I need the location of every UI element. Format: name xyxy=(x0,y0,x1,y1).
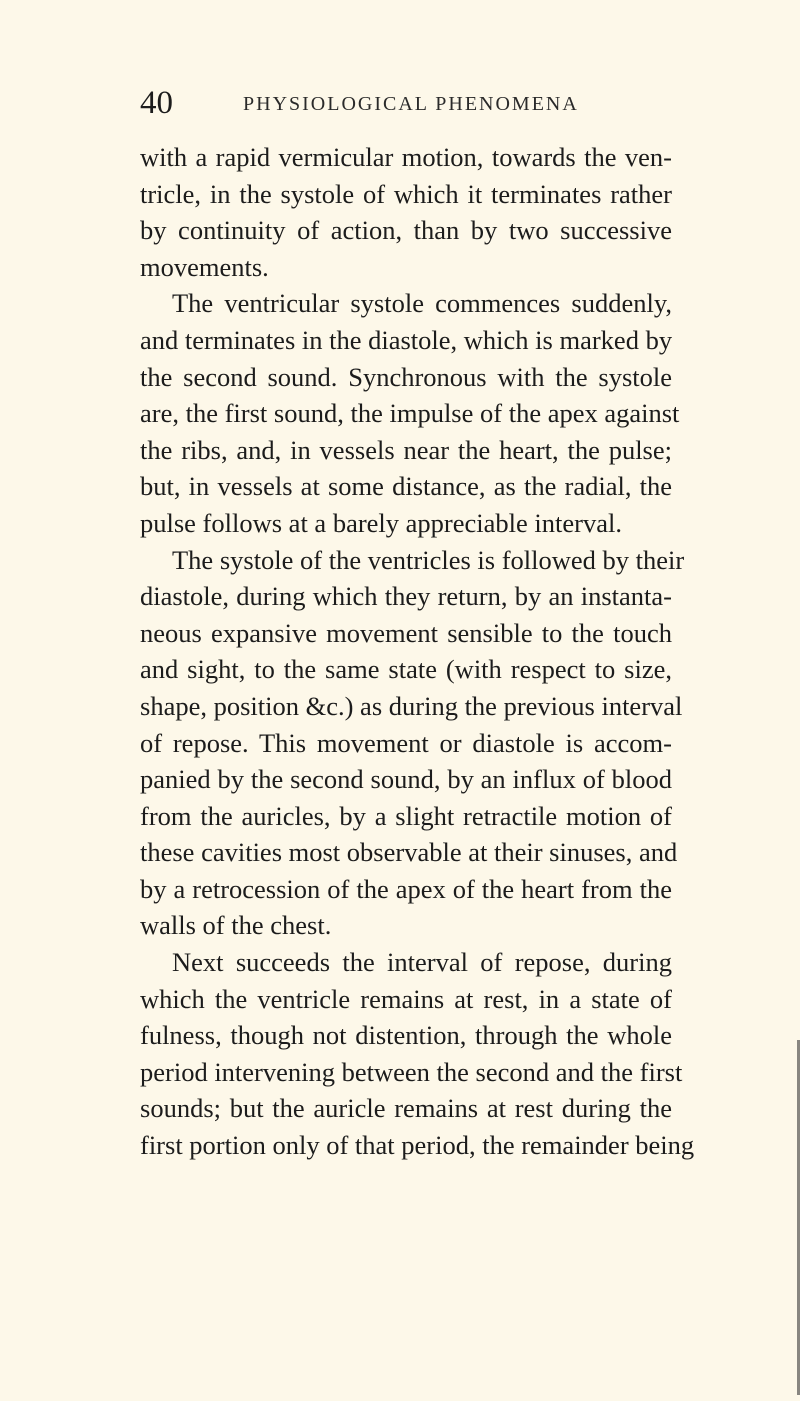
text-line: by a retrocession of the apex of the heart from the xyxy=(140,873,672,904)
text-line: and sight, to the same state (with respect to size, xyxy=(140,654,672,685)
text-line: tricle, in the systole of which it terminates rather xyxy=(140,178,672,209)
text-line: from the auricles, by a slight retractile motion of xyxy=(140,800,672,831)
text-line: by continuity of action, than by two successive xyxy=(140,215,672,246)
text-line: which the ventricle remains at rest, in a state of xyxy=(140,983,672,1014)
text-line: neous expansive movement sensible to the touch xyxy=(140,617,672,648)
running-head: PHYSIOLOGICAL PHENOMENA xyxy=(243,93,579,115)
text-line: and terminates in the diastole, which is marked by xyxy=(140,324,673,355)
text-line: sounds; but the auricle remains at rest during the xyxy=(140,1093,672,1124)
text-line: Next succeeds the interval of repose, during xyxy=(172,947,672,978)
text-line: shape, position &c.) as during the previous interval xyxy=(140,690,683,721)
text-line: fulness, though not distention, through the whole xyxy=(140,1020,672,1051)
text-line: with a rapid vermicular motion, towards the ven- xyxy=(140,142,672,172)
text-line: pulse follows at a barely appreciable interval. xyxy=(140,507,622,538)
text-line: walls of the chest. xyxy=(140,910,332,941)
text-line: are, the first sound, the impulse of the apex against xyxy=(140,398,680,429)
text-line: of repose. This movement or diastole is accom- xyxy=(140,727,672,758)
text-line: first portion only of that period, the remainder being xyxy=(140,1130,695,1161)
text-line: the second sound. Synchronous with the systole xyxy=(140,361,672,392)
text-line: diastole, during which they return, by an instanta- xyxy=(140,581,672,612)
text-line: movements. xyxy=(140,251,269,282)
text-line: but, in vessels at some distance, as the radial, the xyxy=(140,471,672,502)
text-line: panied by the second sound, by an influx of blood xyxy=(140,764,672,795)
page-header xyxy=(140,83,672,123)
text-line: period intervening between the second and the first xyxy=(140,1056,683,1087)
page-number: 40 xyxy=(140,85,173,121)
text-line: these cavities most observable at their sinuses, and xyxy=(140,837,678,868)
body-text xyxy=(140,139,695,1164)
text-line: The ventricular systole commences suddenly, xyxy=(172,288,672,319)
text-line: The systole of the ventricles is followed by their xyxy=(172,544,685,575)
text-line: the ribs, and, in vessels near the heart, the pulse; xyxy=(140,434,672,465)
